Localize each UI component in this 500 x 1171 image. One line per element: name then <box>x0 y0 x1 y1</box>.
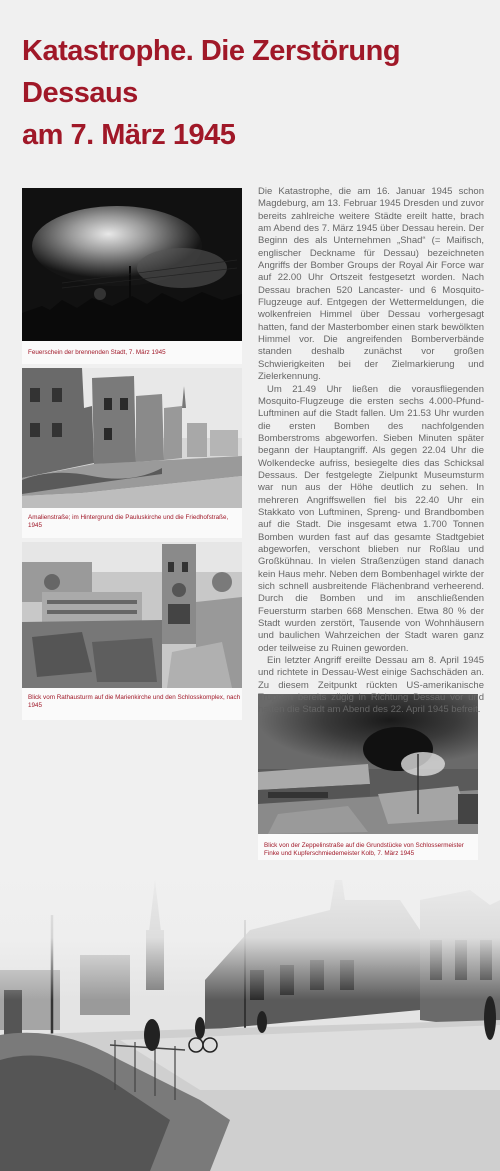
photo-card-amalienstrasse <box>22 368 242 538</box>
photo-rabestrasse <box>0 860 500 1171</box>
photo-card-fire <box>22 188 242 364</box>
article-paragraph-3: Ein letzter Angriff ereilte Dessau am 8. April 1945 und richtete in Dessau-West einige Sachschäden an. Zu diesem Zeitpunkt rückten US-amerikanische Truppen bereits zügig in Richtung Dessau vor und hatten die Stadt am Abend des 22. April 1945 befreit. <box>258 655 484 716</box>
caption-zeppelinstrasse: Blick von der Zeppelinstraße auf die Grundstücke von Schlossermeister Finke und Kupferschmiedemeister Kolb, 7. März 1945 <box>264 842 464 857</box>
photo-amalienstrasse <box>22 368 242 508</box>
photo-card-zeppelinstrasse <box>258 694 478 864</box>
photo-rathausturm-view <box>22 542 242 688</box>
caption-rathausturm: Blick vom Rathausturm auf die Marienkirche und den Schlosskomplex, nach 1945 <box>28 694 241 709</box>
photo-card-rathausturm <box>22 542 242 720</box>
article-paragraph-1: Die Katastrophe, die am 16. Januar 1945 schon Magdeburg, am 13. Februar 1945 Dresden und zuvor bereits zahlreiche weitere Städte ereilt hatte, brach am Abend des 7. März 1945 über Dessau herein. Der Beginn des als Unternehmen „Shad“ (= Maifisch, englischer Deckname für Dessau) bezeichneten Angriffs der Bomber Groups der Royal Air Force war auf 22.00 Uhr Ortszeit festgesetzt worden. Nach Dessau brachen 520 Lancaster- und 6 Mosquito-Flugzeuge auf. Entgegen der Wettermeldungen, die wolkenfreien Himmel über Dessau vorhergesagt hatten, fand der Masterbomber einen stark bewölkten Himmel vor. Die angreifenden Bomberverbände standen deshalb zunächst vor großen Schwierigkeiten bei der Zielmarkierung und Zielerkennung. <box>258 186 484 383</box>
page-title <box>22 30 492 156</box>
page-title-line1: Katastrophe. Die Zerstörung Dessaus <box>22 35 401 109</box>
photo-burning-city <box>22 188 242 341</box>
article-body <box>258 186 484 717</box>
caption-burning-city: Feuerschein der brennenden Stadt, 7. März 1945 <box>28 349 166 356</box>
article-paragraph-2: Um 21.49 Uhr ließen die vorausfliegenden Mosquito-Flugzeuge die ersten sechs 4.000-Pfund-Luftminen auf die Stadt fallen. Um 21.53 Uhr wurden die ersten Bomben des nachfolgenden Bomberstroms abgeworfen. Sieben Minuten später begann der Hauptangriff. Als gegen 22.04 Uhr die Wolkendecke aufriss, besiegelte dies das Schicksal Dessaus. Der festgelegte Zielpunkt Museumsturm war nun aus der Höhe deutlich zu sehen. In mehreren Angriffswellen fiel bis 22.40 Uhr ein Stakkato von Luftminen, Spreng- und Brandbomben auf die Stadt. Die insgesamt etwa 1.700 Tonnen Bomben wurden fast auf das gesamte Stadtgebiet abgeworfen, verschont blieben nur Roßlau und Großkühnau. In vielen Straßenzügen stand danach kein Haus mehr. Neben dem Bombenhagel wirkte der sich schnell ausbreitende Flächenbrand verheerend. Durch die Bomben und im anschließenden Feuersturm starben 668 Menschen. Etwa 80 % der Stadt wurden zerstört, Tausende von Wohnhäusern und baulichen Wahrzeichen der Stadt waren ganz oder teilweise zu Ruinen geworden. <box>258 383 484 654</box>
page-title-line2: am 7. März 1945 <box>22 119 236 151</box>
caption-amalienstrasse: Amalienstraße; im Hintergrund die Pauluskirche und die Friedhofstraße, 1945 <box>28 514 229 529</box>
